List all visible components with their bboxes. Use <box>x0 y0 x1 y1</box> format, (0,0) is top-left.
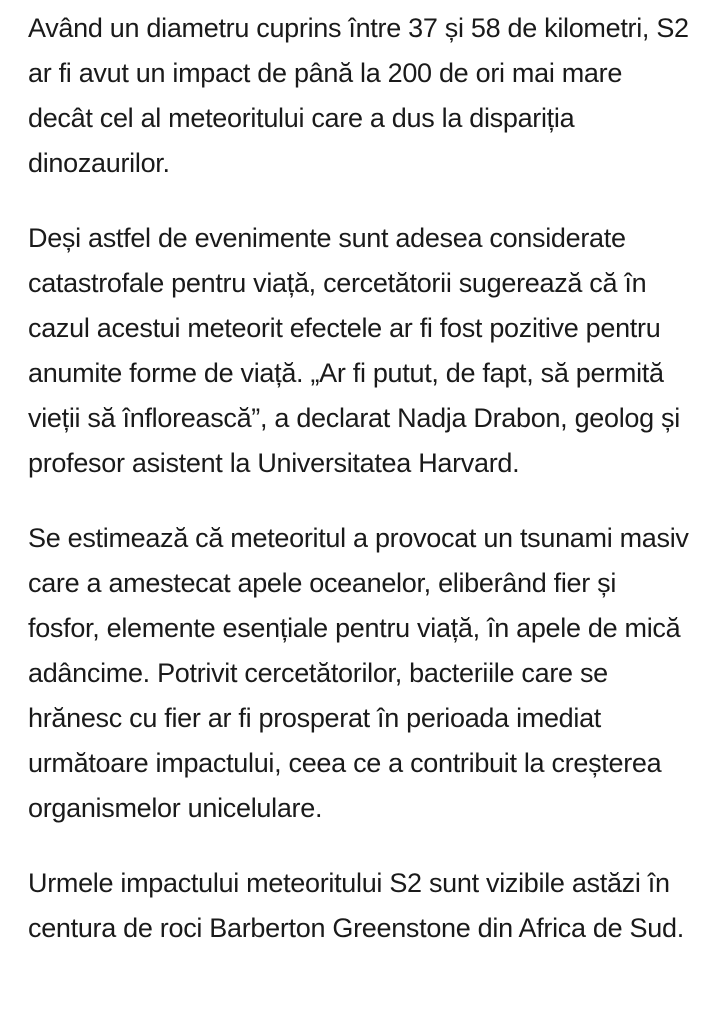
paragraph-tsunami: Se estimează că meteoritul a provocat un tsunami masiv care a amestecat apele oceanelor, eliberând fier și fosfor, elemente esențiale pentru viață, în apele de mică adâncime. Potrivit cercetătorilor, bacteriile care se hrănesc cu fier ar fi prosperat în perioada imediat următoare impactului, ceea ce a contribuit la creșterea organismelor unicelulare. <box>28 523 689 823</box>
paragraph-impact-traces: Urmele impactului meteoritului S2 sunt vizibile astăzi în centura de roci Barberton Greenstone din Africa de Sud. <box>28 868 684 943</box>
paragraph-meteorite-size: Având un diametru cuprins între 37 și 58 de kilometri, S2 ar fi avut un impact de până la 200 de ori mai mare decât cel al meteoritului care a dus la dispariția dinozaurilor. <box>28 13 689 178</box>
article-body <box>28 6 692 951</box>
paragraph-effects-on-life: Deși astfel de evenimente sunt adesea considerate catastrofale pentru viață, cercetătorii sugerează că în cazul acestui meteorit efectele ar fi fost pozitive pentru anumite forme de viață. „Ar fi putut, de fapt, să permită vieții să înflorească”, a declarat Nadja Drabon, geolog și profesor asistent la Universitatea Harvard. <box>28 223 680 478</box>
